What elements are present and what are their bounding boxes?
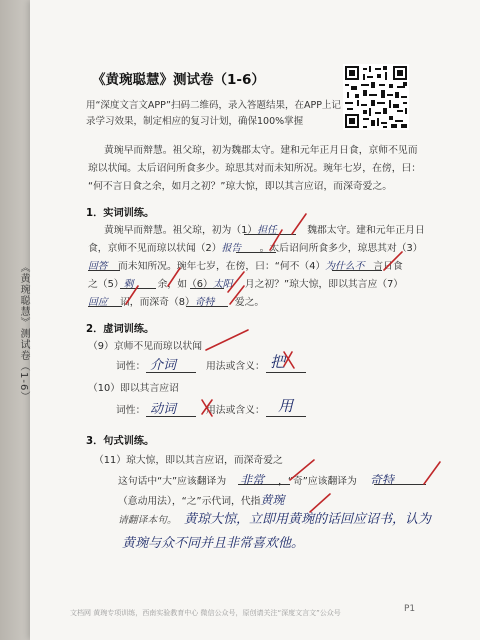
passage-line-3: “何不言日食之余，如月之初？”琼大惊，即以其言应诏，而深奇爱之。 [88, 181, 393, 192]
check-mark-11 [310, 494, 330, 512]
section-3-heading: 3．句式训练。 [86, 436, 155, 447]
q11-line-2: 这句话中“大”应该翻译为 非常 ，“奇”应该翻译为 奇特 [118, 471, 407, 488]
q9-usage-label: 用法或含义： [206, 361, 265, 372]
answer-1[interactable]: 担任 [257, 225, 277, 236]
page-number: P1 [404, 604, 416, 614]
q9-prompt: （9）京师不见而琼以状闻 [88, 341, 202, 352]
answer-7[interactable]: 回应 [88, 297, 108, 308]
check-mark-9 [290, 460, 314, 480]
q9-usage-answer[interactable]: 把 [270, 353, 286, 371]
check-mark-1 [292, 214, 306, 234]
answer-6[interactable]: 太阳 [212, 279, 233, 290]
answer-5[interactable]: 剩 [123, 279, 134, 290]
q10-usage-answer[interactable]: 用 [278, 397, 294, 415]
instruction-line-1: 用“深度文言文APP”扫码二维码，录入答题结果，在APP上记 [86, 100, 341, 111]
q10-prompt: （10）即以其言应诏 [88, 383, 179, 394]
answer-3[interactable]: 回答 [88, 261, 108, 272]
translation-line-2[interactable]: 黄琬与众不同并且非常喜欢他。 [122, 536, 305, 551]
q9-pos-label: 词性： [116, 361, 146, 372]
answer-4[interactable]: 为什么不 [325, 261, 365, 272]
q11-prompt: （11）琼大惊，即以其言应诏，而深奇爱之 [94, 455, 283, 466]
q9-pos-answer[interactable]: 介词 [150, 358, 177, 373]
q11-line-3: （意动用法），“之”示代词，代指黄琬 [118, 493, 285, 507]
instruction-line-2: 录学习效果，制定相应的复习计划，确保100%掌握 [86, 116, 304, 127]
worksheet-page [30, 0, 480, 640]
page-title: 《黄琬聪慧》测试卷（1-6） [92, 72, 265, 88]
grading-marks [30, 0, 480, 640]
cross-mark-2 [202, 400, 212, 416]
check-mark-4 [168, 268, 180, 286]
vocab-line-4: 之（5）剩 余，如（6）太阳 月之初？”琼大惊，即以其言应（7） [88, 276, 403, 290]
q10-usage-label: 用法或含义： [206, 405, 265, 416]
check-mark-8 [206, 330, 248, 350]
q11-answer-zhi[interactable]: 黄琬 [260, 493, 285, 507]
vocab-line-2: 食，京师不见而琼以状闻（2）报告 。太后诏问所食多少，琼思其对（3） [88, 240, 423, 254]
translate-prompt: 请翻译本句。 [118, 515, 177, 526]
footer-text: 文档网 黄琬专项训练，西南实验教育中心 微信公众号，原创请关注“深度文言文”公众号 [70, 609, 341, 617]
check-mark-6 [126, 286, 138, 304]
q10-pos-answer[interactable]: 动词 [150, 402, 177, 417]
cross-mark-1 [284, 352, 294, 368]
vocab-line-5: 回应 诏，而深奇（8）奇特 爱之。 [88, 294, 264, 308]
q11-answer-qi[interactable]: 奇特 [369, 473, 394, 487]
translation-line-1[interactable]: 黄琼大惊，立即用黄琬的话回应诏书，认为 [184, 512, 432, 527]
answer-8[interactable]: 奇特 [194, 297, 215, 308]
check-mark-7 [230, 286, 244, 304]
answer-2[interactable]: 报告 [221, 243, 242, 254]
q10-pos-label: 词性： [116, 405, 146, 416]
check-mark-3 [384, 252, 402, 270]
passage-line-2: 琼以状闻。太后诏问所食多少。琼思其对而未知所况。琬年七岁，在傍，曰： [88, 163, 422, 174]
section-2-heading: 2．虚词训练。 [86, 324, 155, 335]
vocab-line-3: 回答 而未知所况。琬年七岁，在傍，曰：“何不（4）为什么不 言日食 [88, 258, 403, 272]
section-1-heading: 1．实词训练。 [86, 208, 155, 219]
check-mark-10 [424, 462, 440, 484]
q11-answer-da[interactable]: 非常 [240, 473, 265, 487]
check-mark-2 [270, 230, 282, 250]
side-label: 《黄琬聪慧》测试卷（1-6） [18, 262, 29, 403]
vocab-line-1: 黄琬早而辩慧。祖父琼，初为（1）担任 魏郡太守。建和元年正月日 [104, 222, 425, 236]
passage-line-1: 黄琬早而辩慧。祖父琼，初为魏郡太守。建和元年正月日食，京师不见而 [104, 145, 418, 156]
